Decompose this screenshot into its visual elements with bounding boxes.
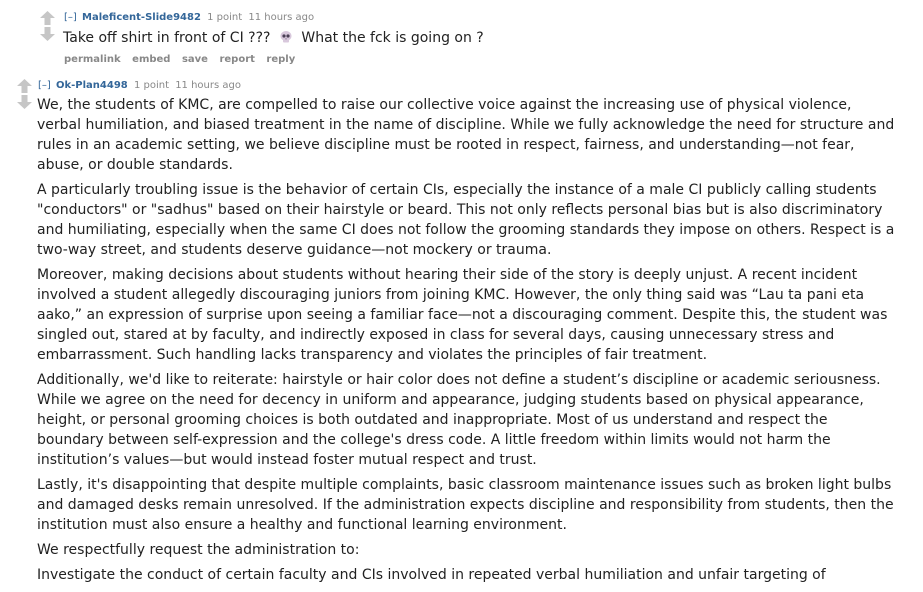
comment-score: 1 point bbox=[133, 80, 169, 91]
comment-paragraph: Lastly, it's disappointing that despite multiple complaints, basic classroom maintenance issues such as broken light bulbs and damaged desks remain unresolved. If the administration expects discipline and responsibility from students, then the institution must also ensure a healthy and functional learning environment. bbox=[37, 477, 894, 533]
downvote-arrow-icon[interactable] bbox=[17, 95, 32, 109]
permalink-link[interactable]: permalink bbox=[64, 54, 121, 65]
report-link[interactable]: report bbox=[219, 54, 255, 65]
comment-score: 1 point bbox=[207, 12, 243, 23]
comment-author[interactable]: Ok-Plan4498 bbox=[56, 80, 128, 91]
comment-actions bbox=[64, 54, 303, 65]
comment-paragraph: We, the students of KMC, are compelled to raise our collective voice against the increasing use of physical violence, verbal humiliation, and biased treatment in the name of discipline. While we fully acknowledge the need for structure and rules in an academic setting, we believe discipline must be rooted in respect, fairness, and understanding—not fear, abuse, or double standards. bbox=[37, 97, 895, 173]
downvote-arrow-icon[interactable] bbox=[40, 27, 55, 41]
comment-paragraph: Investigate the conduct of certain faculty and CIs involved in repeated verbal humiliation and unfair targeting of bbox=[37, 567, 826, 583]
comment-time: 11 hours ago bbox=[248, 12, 315, 23]
skull-icon bbox=[279, 30, 293, 44]
save-link[interactable]: save bbox=[181, 54, 208, 65]
comment-body bbox=[37, 95, 897, 590]
comment-paragraph: A particularly troubling issue is the behavior of certain CIs, especially the instance of a male CI publicly calling students "conductors" or "sadhus" based on their hairstyle or beard. This not only reflects personal bias but is also discriminatory and humiliating, especially when the same CI does not follow the grooming standards they impose on others. Respect is a two-way street, and students deserve guidance—not mockery or trauma. bbox=[37, 182, 895, 258]
comment-text: Take off shirt in front of CI ??? bbox=[63, 30, 271, 46]
comment-body bbox=[63, 28, 903, 48]
comment-paragraph: Moreover, making decisions about students without hearing their side of the story is deeply unjust. A recent incident involved a student allegedly discouraging juniors from joining KMC. However, the only thing said was “Lau ta pani eta aako,” an expression of surprise upon seeing a familiar face—not a discouraging comment. Despite this, the student was singled out, stared at by faculty, and indirectly exposed in class for several days, causing unnecessary stress and embarrassment. Such handling lacks transparency and violates the principles of fair treatment. bbox=[37, 267, 888, 363]
comment-tagline bbox=[64, 11, 314, 25]
comment-paragraph: Additionally, we'd like to reiterate: hairstyle or hair color does not define a student’s discipline or academic seriousness. While we agree on the need for decency in uniform and appearance, judging students based on physical appearance, height, or personal grooming choices is both outdated and inappropriate. Most of us understand and respect the boundary between self-expression and the college's dress code. A little freedom within limits would not harm the institution’s values—but would instead foster mutual respect and trust. bbox=[37, 372, 881, 468]
comment-author[interactable]: Maleficent-Slide9482 bbox=[82, 12, 201, 23]
comment-time: 11 hours ago bbox=[175, 80, 241, 91]
comment-paragraph: We respectfully request the administration to: bbox=[37, 542, 360, 558]
comment-tagline bbox=[38, 79, 241, 93]
collapse-toggle[interactable]: [–] bbox=[38, 80, 51, 91]
comment-text: What the fck is going on ? bbox=[301, 30, 484, 46]
vote-controls bbox=[40, 11, 56, 41]
reply-link[interactable]: reply bbox=[266, 54, 296, 65]
collapse-toggle[interactable]: [–] bbox=[64, 12, 77, 23]
upvote-arrow-icon[interactable] bbox=[40, 11, 55, 25]
upvote-arrow-icon[interactable] bbox=[17, 79, 32, 93]
vote-controls bbox=[17, 79, 33, 109]
embed-link[interactable]: embed bbox=[132, 54, 171, 65]
